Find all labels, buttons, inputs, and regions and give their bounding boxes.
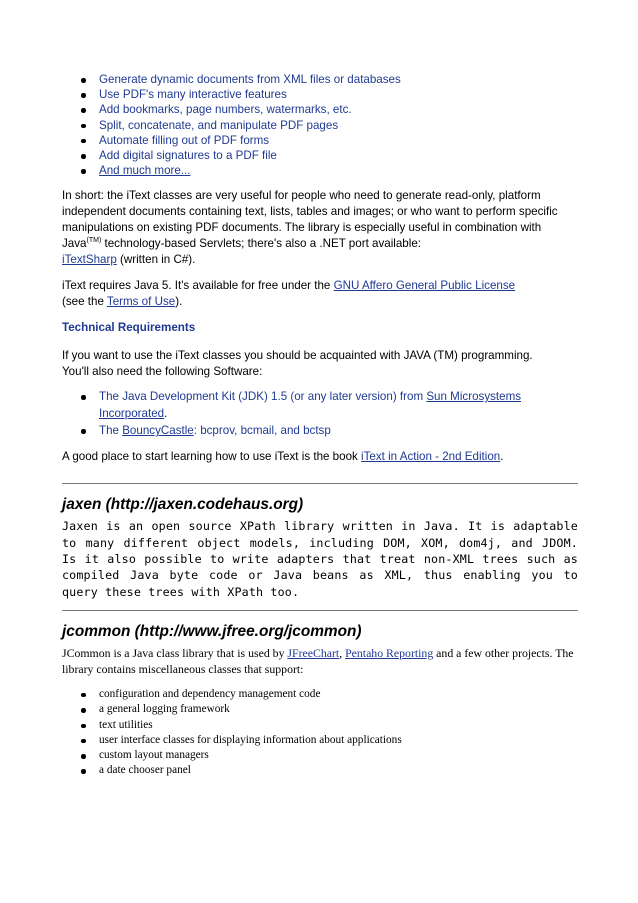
list-item: Split, concatenate, and manipulate PDF pages [62,118,578,133]
list-item: Add bookmarks, page numbers, watermarks, etc. [62,102,578,117]
list-item: Use PDF's many interactive features [62,87,578,102]
list-item: Add digital signatures to a PDF file [62,148,578,163]
trademark-sup: (TM) [86,237,102,245]
book-paragraph: A good place to start learning how to use iText is the book iText in Action - 2nd Edition. [62,450,504,464]
jcommon-description: JCommon is a Java class library that is used by JFreeChart, Pentaho Reporting and a few other projects. The library contains miscellaneous classes that support: [62,645,574,676]
technical-requirements-heading: Technical Requirements [62,321,196,335]
list-item: The BouncyCastle: bcprov, bcmail, and bctsp [62,422,578,439]
terms-of-use-link[interactable]: Terms of Use [106,295,176,309]
list-item [62,163,578,178]
jcommon-heading: jcommon (http://www.jfree.org/jcommon) [62,622,362,640]
jfreechart-link[interactable]: JFreeChart [287,645,340,660]
itext-license-paragraph: iText requires Java 5. It's available for free under the GNU Affero General Public License (see the Terms of Use). [62,279,516,309]
list-item: user interface classes for displaying information about applications [62,733,578,748]
pentaho-reporting-link[interactable]: Pentaho Reporting [345,645,434,660]
jaxen-heading: jaxen (http://jaxen.codehaus.org) [62,496,304,514]
list-item: a date chooser panel [62,763,578,778]
list-item: The Java Development Kit (JDK) 1.5 (or any later version) from Sun Microsystems Incorporated. [62,388,578,422]
list-item: Automate filling out of PDF forms [62,133,578,148]
itext-feature-list [62,72,578,178]
document-page [62,72,578,779]
list-item: Generate dynamic documents from XML files or databases [62,72,578,87]
list-item: configuration and dependency management code [62,687,578,702]
section-divider [62,610,578,611]
itextsharp-link[interactable]: iTextSharp [62,253,117,267]
itext-summary-paragraph: In short: the iText classes are very useful for people who need to generate read-only, platform independent documents containing text, lists, tables and images; or who want to perform specific manipulations on existing PDF documents. The library is especially useful in combination with Java$^{(TM)}$ technology-based Servlets; there's also a .NET port available: iTextSharp (written in C#). [62,189,558,267]
section-divider [62,483,578,484]
and-much-more-link[interactable]: And much more... [99,164,191,178]
bouncycastle-link[interactable]: BouncyCastle [122,424,194,438]
jaxen-description: Jaxen is an open source XPath library written in Java. It is adaptable to many different object models, including DOM, XOM, dom4j, and JDOM. Is it also possible to write adapters that treat non-XML trees such as compiled Java byte code or Java beans as XML, thus enabling you to query these trees with XPath too. [62,519,578,599]
list-item: a general logging framework [62,702,578,717]
list-item: custom layout managers [62,748,578,763]
jcommon-feature-list [62,687,578,779]
list-item: text utilities [62,718,578,733]
itext-in-action-link[interactable]: iText in Action - 2nd Edition [361,450,501,464]
software-list [62,388,578,439]
sun-microsystems-link[interactable]: Sun Microsystems Incorporated [99,390,522,421]
gnu-agpl-link[interactable]: GNU Affero General Public License [333,279,516,293]
requirements-paragraph: If you want to use the iText classes you should be acquainted with JAVA (TM) programming. You'll also need the following Software: [62,349,533,379]
